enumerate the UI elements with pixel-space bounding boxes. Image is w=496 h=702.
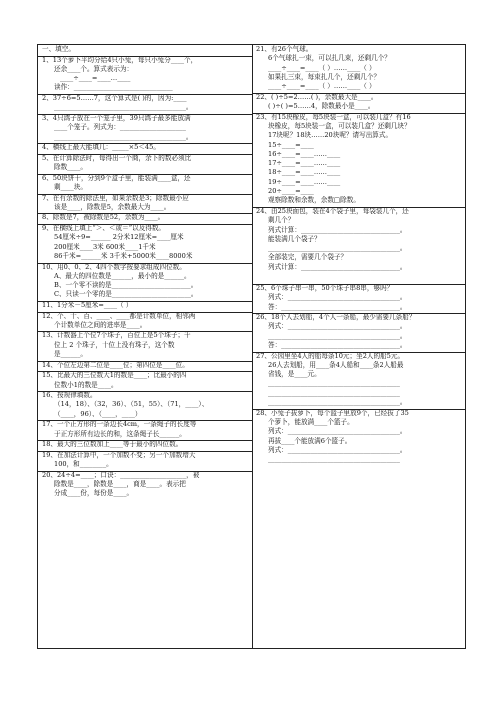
left-line-17: 8、除数是7，被除数是52，余数为____。 <box>42 213 165 222</box>
right-line-41: 再拔____个能放满6个篮子。 <box>268 436 352 445</box>
row-separator <box>38 224 252 225</box>
left-line-21: 86千米=______米 3千米+5000米____8000米 <box>54 251 193 260</box>
row-separator <box>38 94 252 95</box>
row-separator <box>252 207 465 208</box>
left-line-6: ________________________________________。 <box>54 103 193 112</box>
row-separator <box>38 391 252 392</box>
row-separator <box>38 154 252 155</box>
left-line-27: 12、个、十、百、____、____都是计数单位，相邻两 <box>42 311 196 320</box>
row-separator <box>38 361 252 362</box>
left-line-41: 19、在加法计算中，一个加数不变；另一个加数增大 <box>42 450 196 459</box>
row-separator <box>38 56 252 57</box>
left-line-1: 1、13个萝卜平均分给4只小兔，每只小兔分____个， <box>42 55 198 64</box>
column-divider <box>252 45 253 648</box>
left-line-45: 分成____份，每份是____。 <box>54 489 134 498</box>
right-line-27: 答：____________________________________。 <box>268 302 407 311</box>
left-line-36: （14，18）、（32，36）、（51，55）、（71，____）、 <box>54 400 209 409</box>
right-line-29: 列式：__________________________________。 <box>268 322 407 331</box>
right-line-4: ____÷____=____（ ）……____（ ） <box>268 82 376 91</box>
row-separator <box>252 313 465 314</box>
right-line-8: 块橡皮，每5块装一盒，可以装几盒？还剩几块？ <box>268 121 411 130</box>
right-line-38: 28、小兔子拔萝卜，每个篮子里放9个，已经拔了35 <box>256 408 409 417</box>
left-line-7: 3、4只鸽子放在一个笼子里，39只鸽子最多能放满 <box>42 113 191 122</box>
left-line-18: 9、在横线上填上“＞、＜或＝”以及得数。 <box>42 224 166 233</box>
right-line-39: 个萝卜，能放满____个篮子。 <box>268 417 354 426</box>
left-line-12: 除数____。 <box>54 163 87 172</box>
right-line-12: 17÷____=____……____ <box>268 159 341 168</box>
left-line-13: 6、50块饼干，分到9个盒子里，能装满____盒，还 <box>42 173 191 182</box>
row-separator <box>252 93 465 94</box>
left-line-3: ____÷____=____…____ <box>60 74 131 83</box>
left-line-43: 20、24÷4=____；口诀：____________________，被 <box>42 470 200 479</box>
row-separator <box>252 409 465 410</box>
right-line-1: 6个气球扎一束，可以扎几束，还剩几个？ <box>268 54 391 63</box>
left-line-30: 位上 2 个珠子，十位上没有珠子，这个数 <box>54 340 175 349</box>
right-column <box>256 45 462 464</box>
left-line-22: 10、用0、0、2、4四个数字按要求组成四位数。 <box>42 262 186 271</box>
row-separator <box>252 352 465 353</box>
right-line-37: ________________________________________。 <box>268 398 407 407</box>
left-line-2: 还余____个。算式表示为： <box>54 64 134 73</box>
right-line-43: ________________________________________ <box>268 455 400 464</box>
row-separator <box>38 114 252 115</box>
left-line-11: 5、在计算除法时，每得出一个商，余下的数必须比 <box>42 153 192 162</box>
row-separator <box>38 143 252 144</box>
left-line-20: 200厘米____3米 600米____1千米 <box>54 242 156 251</box>
worksheet-table <box>37 44 466 649</box>
right-line-19: 列式计算：______________________________。 <box>268 225 407 234</box>
right-line-13: 18÷____=____……____ <box>268 168 341 177</box>
left-line-40: 18、最大的三位数加上____等于最小的四位数。 <box>42 440 183 449</box>
right-line-2: ____÷____=____（ ）……____（ ） <box>268 63 376 72</box>
left-line-5: 2、37÷6=5……7，这个算式是( )的，因为:____ <box>42 94 187 103</box>
left-line-34: 位数小1的数是____。 <box>54 380 118 389</box>
right-line-35: ________________________________________ <box>268 379 400 388</box>
right-line-25: 25、6个珠子串一串，50个珠子串8串，够吗？ <box>256 283 394 292</box>
right-line-42: 列式：__________________________________。 <box>268 445 407 454</box>
left-line-16: 该是____，除数是5，余数最大为____。 <box>54 202 171 211</box>
row-separator <box>38 420 252 421</box>
right-line-40: 列式：__________________________________。 <box>268 427 407 436</box>
left-line-33: 15、比最大的三位数大1的数是____；比最小的四 <box>42 371 187 380</box>
left-line-26: 11、1分米－5厘米=____（ ） <box>42 300 133 309</box>
left-line-0: 一、填空。 <box>42 45 75 53</box>
right-line-32: 27、公园里坐4人的船每条10元；坐2人的船5元。 <box>256 351 405 360</box>
right-line-7: 23、有15块橡皮，每5块装一盒，可以装几盒？有16 <box>256 112 411 121</box>
row-separator <box>38 263 252 264</box>
left-line-24: B、一个零不读的是________________________。 <box>54 281 198 290</box>
right-line-11: 16÷____=____……____ <box>268 149 341 158</box>
left-line-9: ________________________________________。 <box>54 132 193 141</box>
right-line-36: ________________________________________ <box>268 388 400 397</box>
right-line-10: 15÷____=____ <box>268 140 314 149</box>
left-line-25: C、只读一个零的是________________________。 <box>54 290 198 299</box>
right-line-22: 全部装完，需要几个袋子？ <box>268 253 348 262</box>
row-separator <box>38 194 252 195</box>
left-line-44: 除数是____，除数是____，商是____。表示把 <box>54 480 186 488</box>
right-line-30: ________________________________________。 <box>268 331 407 340</box>
left-line-15: 7、在有余数的除法里，如果余数是3；除数最小应 <box>42 193 189 202</box>
row-separator <box>252 284 465 285</box>
right-line-20: 能装满几个袋子？ <box>268 234 321 243</box>
right-line-23: 列式计算：______________________________。 <box>268 262 407 271</box>
left-line-28: 个计数单位之间的进率是____。 <box>54 320 147 329</box>
right-line-5: 22、( )÷5=2……( )，余数最大是____。 <box>256 92 378 101</box>
right-line-17: 24、由25块面包，装在4个袋子里，每袋装几个，还 <box>256 206 409 215</box>
left-line-42: 100，和________。 <box>54 460 113 469</box>
left-line-31: 是______。 <box>54 350 87 359</box>
row-separator <box>38 301 252 302</box>
left-line-10: 4、横线上最大能填几：_____×5＜45。 <box>42 143 160 152</box>
right-line-6: ( )÷( )=5……4，除数最小是____。 <box>268 102 375 111</box>
left-line-32: 14、个位左边第二位是____位；第四位是____位。 <box>42 360 189 369</box>
right-line-26: 列式：__________________________________。 <box>268 293 407 302</box>
left-line-4: 读作：______________________________ <box>54 83 173 92</box>
row-separator <box>38 312 252 313</box>
left-line-29: 13、计数器上个位7个珠子，百位上是5个珠子；千 <box>42 331 191 340</box>
right-line-34: 省钱，是____元。 <box>268 370 321 379</box>
row-separator <box>38 371 252 372</box>
right-line-9: 17块呢？18块……20块呢？请写出算式。 <box>268 131 393 140</box>
right-line-15: 20÷____=____ <box>268 187 314 196</box>
right-line-31: 答：____________________________________。 <box>268 340 407 349</box>
row-separator <box>38 331 252 332</box>
right-line-16: 观察除数和余数，余数□除数。 <box>268 196 360 205</box>
left-line-14: 剩____块。 <box>54 182 87 191</box>
right-line-18: 剩几个？ <box>268 216 295 225</box>
right-line-14: 19÷____=____……____ <box>268 177 341 186</box>
right-line-0: 21、有26个气球。 <box>256 45 313 53</box>
row-separator <box>38 451 252 452</box>
right-line-24 <box>256 273 462 282</box>
left-line-19: 54厘米÷9=______ 2分米12厘米=____厘米 <box>54 233 184 242</box>
row-separator <box>38 174 252 175</box>
right-line-3: 如果扎三束，每束扎几个，还剩几个？ <box>268 72 381 81</box>
left-line-39: 于正方形所有边长的和，这条绳子长______。 <box>54 429 186 438</box>
right-line-33: 26人去划船，用____条4人船和____条2人船最 <box>268 360 404 369</box>
left-line-8: ____个笼子。列式为：____________________ <box>54 123 186 132</box>
left-line-37: （____，96）、（____，____） <box>54 409 142 418</box>
right-line-28: 26、18个人去划船，4个人一条船，最少需要几条船？ <box>256 313 416 322</box>
left-line-23: A、最大的四位数是______，最小的是______。 <box>54 271 191 280</box>
right-line-21: ________________________________________。 <box>268 244 407 253</box>
row-separator <box>38 440 252 441</box>
row-separator <box>38 213 252 214</box>
row-separator <box>252 113 465 114</box>
left-line-35: 16、按规律填数。 <box>42 391 97 400</box>
row-separator <box>38 471 252 472</box>
left-line-38: 17、一个正方形的一条边长4cm，一条绳子的长度等 <box>42 420 197 429</box>
